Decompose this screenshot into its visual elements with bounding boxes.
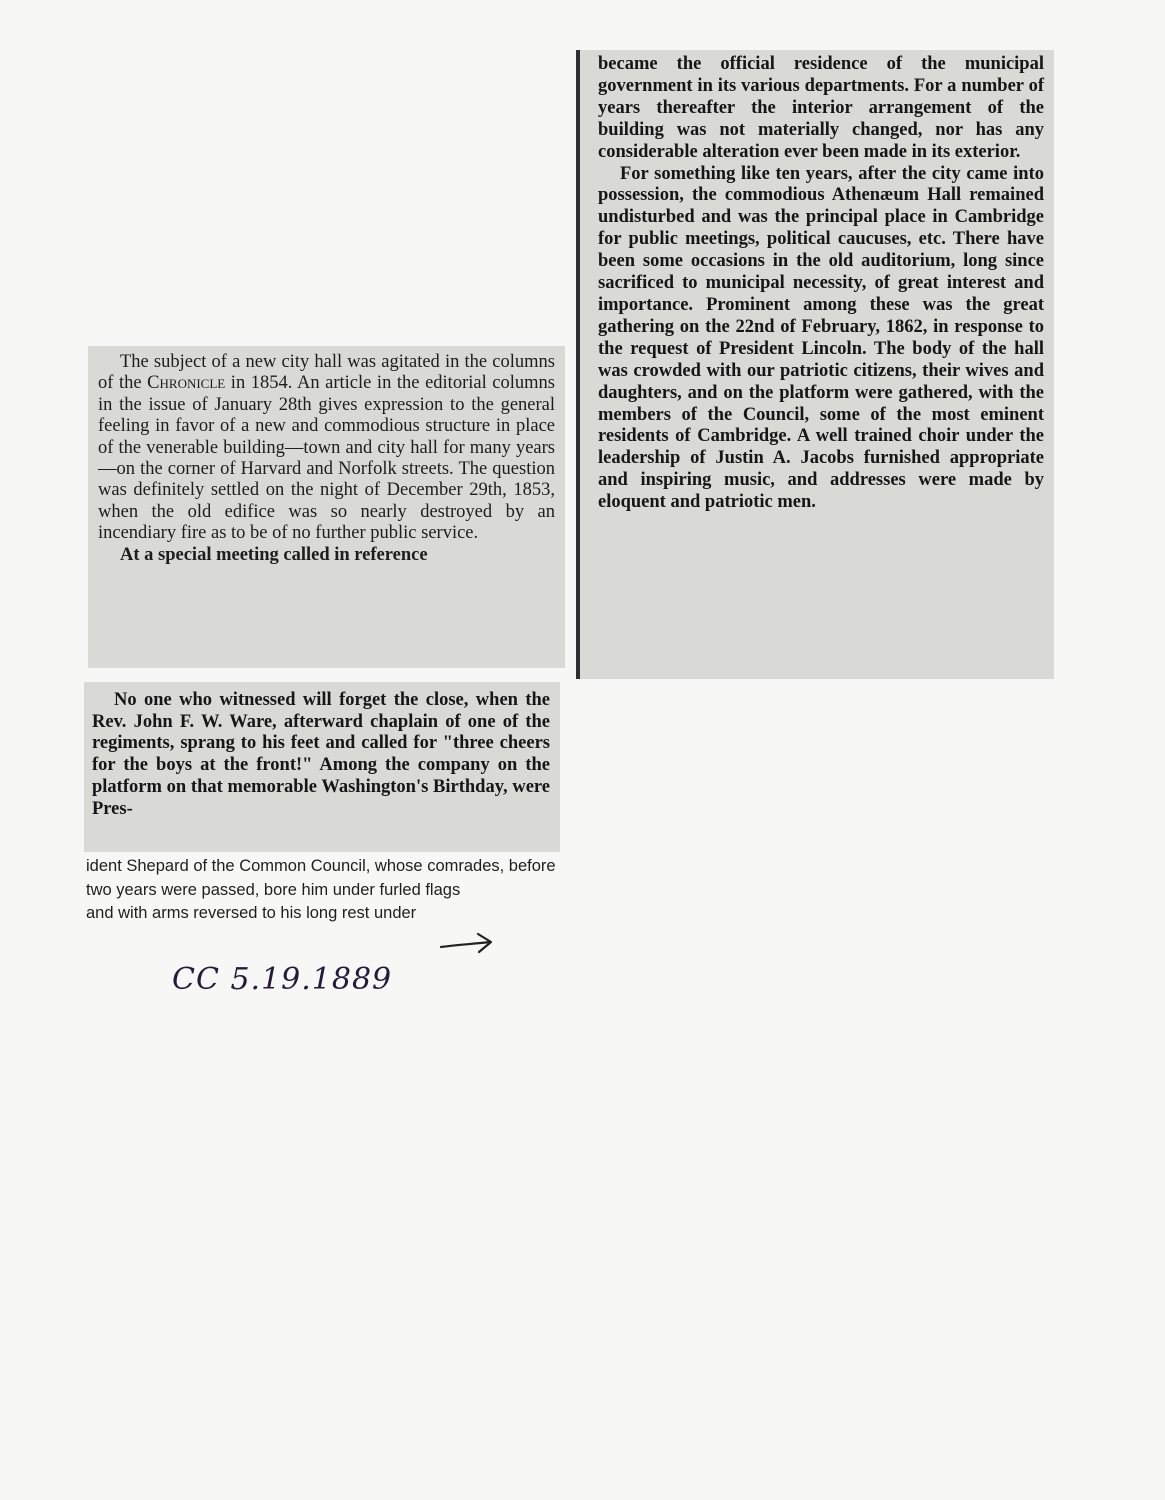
clipping-paragraph: At a special meeting called in reference <box>120 544 428 565</box>
clipping-paragraph: For something like ten years, after the city came into possession, the commodious Athenæum Hall remained undisturbed and was the principal place in Cambridge for public meetings, political caucuses, etc. There have been some occasions in the old auditorium, long since sacrificed to municipal necessity, of great interest and importance. Prominent among these was the great gathering on the 22nd of February, 1862, in response to the request of President Lincoln. The body of the hall was crowded with our patriotic citizens, their wives and daughters, and on the platform were gathered, with the members of the Council, some of the most eminent residents of Cambridge. A well trained choir under the leadership of Justin A. Jacobs furnished appropriate and inspiring music, and addresses were made by eloquent and patriotic men. <box>598 163 1044 513</box>
clipping-paragraph: became the official residence of the municipal government in its various departments. For a number of years thereafter the interior arrangement of the building was not materially changed, nor has any considerable alteration ever been made in its exterior. <box>598 54 1044 162</box>
typed-note-line: and with arms reversed to his long rest under <box>86 904 417 922</box>
newspaper-name: Chronicle <box>147 373 226 394</box>
clipping-athenaeum-hall <box>576 50 1054 679</box>
clipping-paragraph: No one who witnessed will forget the close, when the Rev. John F. W. Ware, afterward chaplain of one of the regiments, sprang to his feet and called for "three cheers for the boys at the front!" Among the company on the platform on that memorable Washington's Birthday, were Pres- <box>92 690 550 819</box>
typed-continuation-note <box>86 855 646 926</box>
clipping-washington-birthday <box>84 682 560 852</box>
clipping-paragraph: The subject of a new city hall was agitated in the columns of the Chronicle in 1854. An article in the editorial columns in the issue of January 28th gives expression to the general feeling in favor of a new and commodious structure in place of the venerable building—town and city hall for many years—on the corner of Harvard and Norfolk streets. The question was definitely settled on the night of December 29th, 1853, when the old edifice was so nearly destroyed by an incendiary fire as to be of no further public service. <box>98 352 555 544</box>
handwritten-date-note: CC 5.19.1889 <box>172 962 393 997</box>
clipping-city-hall-intro <box>88 346 565 668</box>
arrow-right-icon <box>438 930 496 956</box>
typed-note-line: ident Shepard of the Common Council, whose comrades, before <box>86 857 556 875</box>
typed-note-line: two years were passed, bore him under furled flags <box>86 880 461 899</box>
